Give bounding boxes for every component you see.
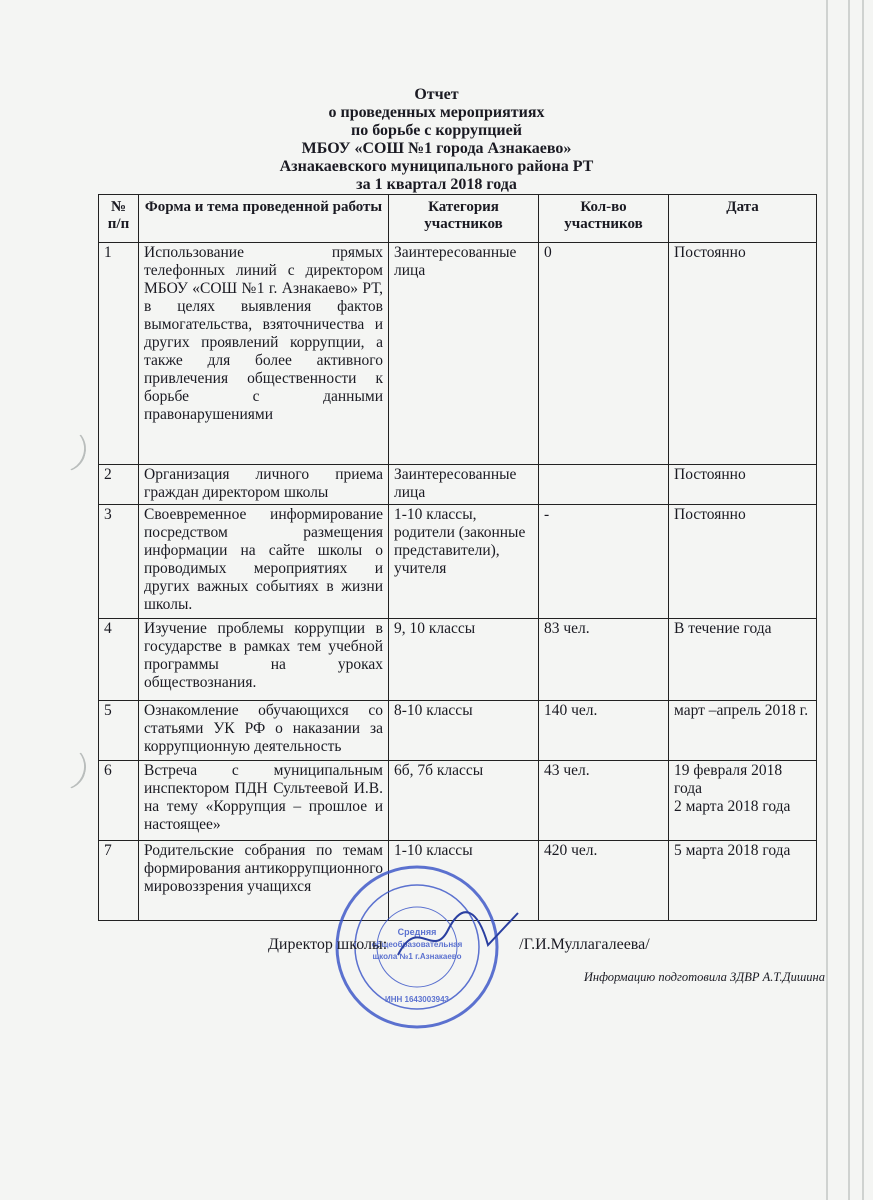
row-num: 6 xyxy=(99,761,139,841)
row-count: - xyxy=(539,505,669,619)
row-form: Родительские собрания по темам формирования антикоррупционного мировоззрения учащихся xyxy=(139,841,389,921)
title-line: о проведенных мероприятиях xyxy=(328,104,545,121)
stamp-inn: ИНН 1643003943 xyxy=(384,995,450,1004)
row-category: 1-10 классы, родители (законные представители), учителя xyxy=(389,505,539,619)
signature-block xyxy=(268,936,650,954)
row-form: Своевременное информирование посредством размещения информации на сайте школы о проводимых мероприятиях и других важных событиях в жизни школы. xyxy=(139,505,389,619)
row-num: 2 xyxy=(99,465,139,505)
row-date: Постоянно xyxy=(669,505,817,619)
row-form: Встреча с муниципальным инспектором ПДН Сультеевой И.В. на тему «Коррупция – прошлое и настоящее» xyxy=(139,761,389,841)
header-category: Категория участников xyxy=(389,195,539,243)
table-row xyxy=(99,619,817,701)
row-category: 8-10 классы xyxy=(389,701,539,761)
row-form: Изучение проблемы коррупции в государстве в рамках тем учебной программы на уроках обществознания. xyxy=(139,619,389,701)
table-row xyxy=(99,465,817,505)
signature-scribble xyxy=(388,905,528,965)
row-date xyxy=(669,761,817,841)
row-count xyxy=(539,465,669,505)
header-date: Дата xyxy=(669,195,817,243)
row-num: 5 xyxy=(99,701,139,761)
row-form: Использование прямых телефонных линий с директором МБОУ «СОШ №1 г. Азнакаево» РТ, в целях выявления фактов вымогательства, взяточничества и других проявлений коррупции, а также для более активного привлечения общественности к борьбе с данными правонарушениями xyxy=(139,243,389,465)
row-category: 9, 10 классы xyxy=(389,619,539,701)
row-category: 1-10 классы xyxy=(389,841,539,921)
table-row xyxy=(99,505,817,619)
row-count: 420 чел. xyxy=(539,841,669,921)
row-count: 43 чел. xyxy=(539,761,669,841)
punch-hole xyxy=(35,739,91,795)
row-num: 4 xyxy=(99,619,139,701)
signature-role: Директор школы: xyxy=(268,936,388,953)
stamp-text: школа №1 г.Азнакаево xyxy=(372,952,462,961)
punch-hole xyxy=(35,421,91,477)
row-count: 83 чел. xyxy=(539,619,669,701)
row-form: Организация личного приема граждан директором школы xyxy=(139,465,389,505)
signature-name: /Г.И.Муллагалеева/ xyxy=(519,936,650,953)
row-date: В течение года xyxy=(669,619,817,701)
row-category: 6б, 7б классы xyxy=(389,761,539,841)
table-row xyxy=(99,243,817,465)
table-header-row xyxy=(99,195,817,243)
row-category: Заинтересованные лица xyxy=(389,465,539,505)
row-form: Ознакомление обучающихся со статьями УК РФ о наказании за коррупционную деятельность xyxy=(139,701,389,761)
report-title xyxy=(0,86,873,194)
title-line: Азнакаевского муниципального района РТ xyxy=(279,158,594,175)
title-line: МБОУ «СОШ №1 города Азнакаево» xyxy=(301,140,572,157)
row-count: 140 чел. xyxy=(539,701,669,761)
header-count: Кол-во участников xyxy=(539,195,669,243)
table-row xyxy=(99,701,817,761)
header-form: Форма и тема проведенной работы xyxy=(139,195,389,243)
stamp-text: общеобразовательная xyxy=(371,940,463,949)
title-line: за 1 квартал 2018 года xyxy=(356,176,517,193)
title-line: Отчет xyxy=(414,86,459,103)
prepared-by-note: Информацию подготовила ЗДВР А.Т.Дишина xyxy=(583,970,825,984)
row-num: 7 xyxy=(99,841,139,921)
date-line: 2 марта 2018 года xyxy=(674,798,791,815)
row-date: март –апрель 2018 г. xyxy=(669,701,817,761)
stamp-text: Средняя xyxy=(397,927,437,937)
table-row xyxy=(99,761,817,841)
row-num: 3 xyxy=(99,505,139,619)
report-table xyxy=(98,194,817,921)
row-date: Постоянно xyxy=(669,465,817,505)
row-date: Постоянно xyxy=(669,243,817,465)
title-line: по борьбе с коррупцией xyxy=(351,122,522,139)
row-num: 1 xyxy=(99,243,139,465)
row-count: 0 xyxy=(539,243,669,465)
row-date: 5 марта 2018 года xyxy=(669,841,817,921)
row-category: Заинтересованные лица xyxy=(389,243,539,465)
date-line: 19 февраля 2018 года xyxy=(674,762,783,797)
header-num: № п/п xyxy=(99,195,139,243)
